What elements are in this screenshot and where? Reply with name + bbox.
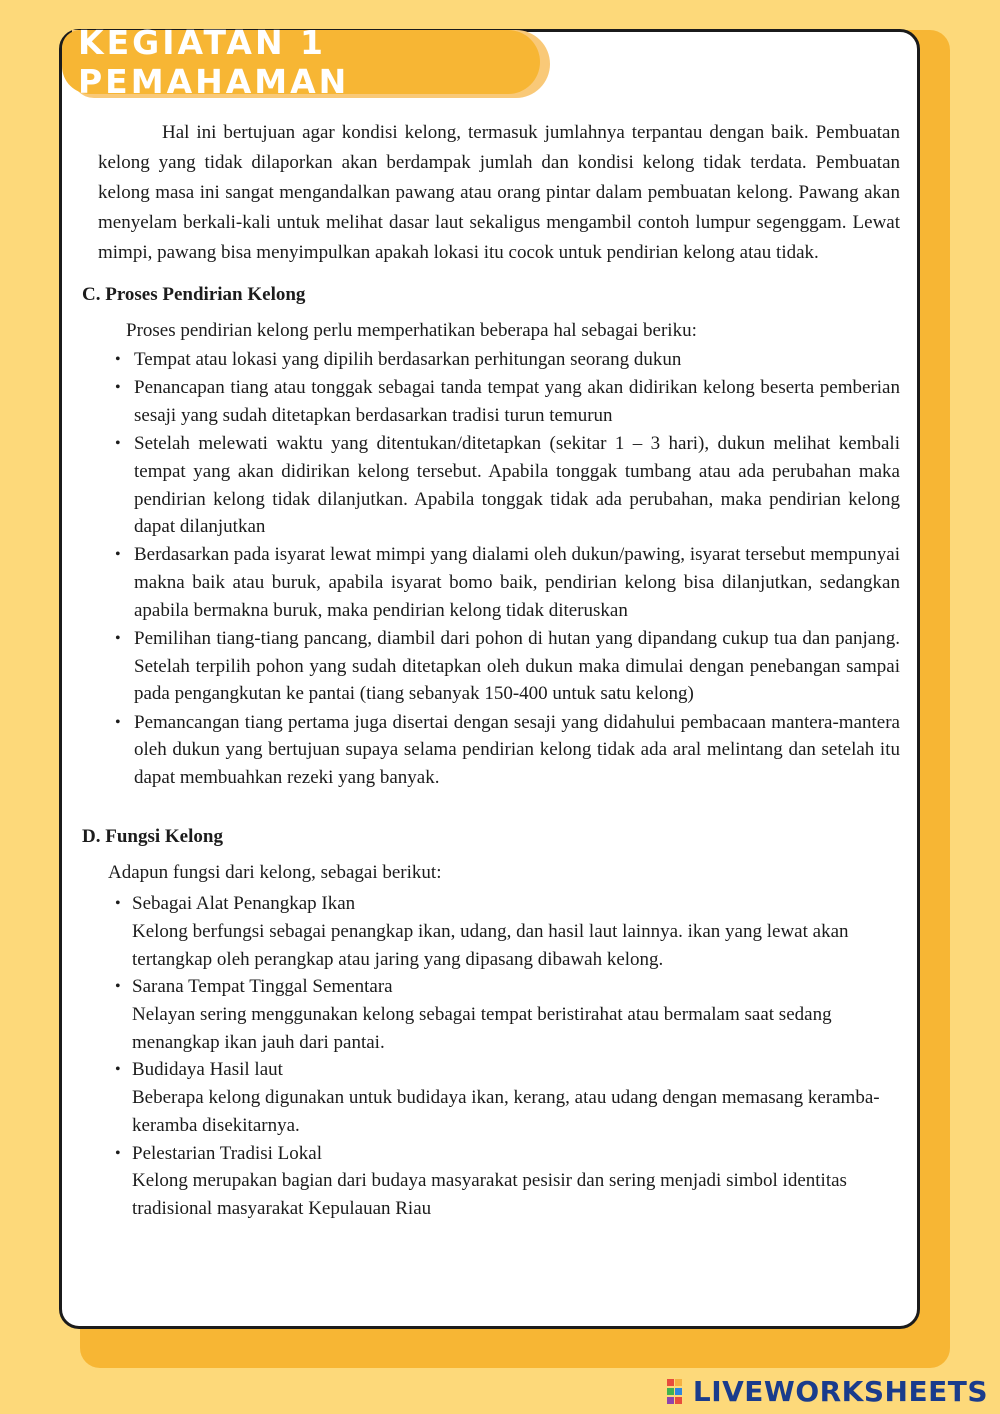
list-item xyxy=(82,973,900,1056)
bullet-icon: • xyxy=(115,435,121,453)
function-title: Sebagai Alat Penangkap Ikan xyxy=(132,893,356,915)
list-item-text: Tempat atau lokasi yang dipilih berdasarkan perhitungan seorang dukun xyxy=(134,349,682,370)
section-c-lead: Proses pendirian kelong perlu memperhatikan beberapa hal sebagai beriku: xyxy=(126,320,697,341)
bullet-icon: • xyxy=(115,1061,121,1079)
bullet-icon: • xyxy=(115,895,121,913)
bullet-icon: • xyxy=(115,1144,121,1162)
list-item xyxy=(82,1140,900,1223)
function-title: Sarana Tempat Tinggal Sementara xyxy=(132,976,393,998)
list-item xyxy=(82,1056,900,1139)
section-d-lead: Adapun fungsi dari kelong, sebagai berikut: xyxy=(108,862,442,884)
list-item-text: Penancapan tiang atau tonggak sebagai tanda tempat yang akan didirikan kelong beserta pemberian sesaji yang sudah ditetapkan berdasarkan tradisi turun temurun xyxy=(134,377,900,426)
function-description: Kelong merupakan bagian dari budaya masyarakat pesisir dan sering menjadi simbol identitas tradisional masyarakat Kepulauan Riau xyxy=(132,1170,847,1219)
section-c-list xyxy=(82,346,900,792)
bullet-icon: • xyxy=(115,630,121,648)
list-item xyxy=(82,430,900,541)
list-item-text: Setelah melewati waktu yang ditentukan/ditetapkan (sekitar 1 – 3 hari), dukun melihat kembali tempat yang akan didirikan kelong tersebut. Apabila tonggak tumbang atau ada perubahan maka pendirian kelong tidak dilanjutkan. Apabila tonggak tidak ada perubahan, maka pendirian kelong dapat dilanjutkan xyxy=(134,433,900,538)
section-d-heading: D. Fungsi Kelong xyxy=(82,826,223,848)
bullet-icon: • xyxy=(115,546,121,564)
list-item-text: Pemancangan tiang pertama juga disertai dengan sesaji yang didahului pembacaan mantera-mantera oleh dukun yang bertujuan supaya selama pendirian kelong tidak ada aral melintang dan setelah itu dapat membuahkan rezeki yang banyak. xyxy=(134,711,900,789)
function-description: Nelayan sering menggunakan kelong sebagai tempat beristirahat atau bermalam saat sedang menangkap ikan jauh dari pantai. xyxy=(132,1004,832,1053)
worksheet-content xyxy=(82,118,900,1223)
list-item xyxy=(82,890,900,973)
section-d-list xyxy=(82,890,900,1222)
list-item-text: Berdasarkan pada isyarat lewat mimpi yang dialami oleh dukun/pawing, isyarat tersebut mempunyai makna baik atau buruk, apabila isyarat bomo baik, pendirian kelong bisa dilanjutkan, sedangkan apabila bermakna buruk, maka pendirian kelong tidak diteruskan xyxy=(134,544,900,621)
bullet-icon: • xyxy=(115,351,121,368)
function-description: Kelong berfungsi sebagai penangkap ikan, udang, dan hasil laut lainnya. ikan yang lewat akan tertangkap oleh perangkap atau jaring yang dipasang dibawah kelong. xyxy=(132,920,849,970)
function-title: Pelestarian Tradisi Lokal xyxy=(132,1142,322,1164)
bullet-icon: • xyxy=(115,978,121,996)
bullet-icon: • xyxy=(115,379,121,397)
brand-text: LIVEWORKSHEETS xyxy=(692,1375,988,1408)
list-item xyxy=(82,346,900,374)
list-item xyxy=(82,709,900,792)
list-item xyxy=(82,625,900,708)
function-description: Beberapa kelong digunakan untuk budidaya ikan, kerang, atau udang dengan memasang keramba-keramba disekitarnya. xyxy=(132,1087,880,1136)
section-c-heading: C. Proses Pendirian Kelong xyxy=(82,284,306,305)
liveworksheets-logo-icon xyxy=(667,1379,689,1405)
function-title: Budidaya Hasil laut xyxy=(132,1059,283,1081)
page-title: KEGIATAN 1 PEMAHAMAN xyxy=(78,23,350,101)
bullet-icon: • xyxy=(115,713,121,731)
list-item xyxy=(82,541,900,624)
list-item-text: Pemilihan tiang-tiang pancang, diambil dari pohon di hutan yang dipandang cukup tua dan panjang. Setelah terpilih pohon yang sudah ditetapkan oleh dukun maka dimulai dengan penebangan sampai pada pengangkutan ke pantai (tiang sebanyak 150-400 untuk satu kelong) xyxy=(134,628,900,705)
intro-paragraph: Hal ini bertujuan agar kondisi kelong, termasuk jumlahnya terpantau dengan baik. Pembuatan kelong yang tidak dilaporkan akan berdampak jumlah dan kondisi kelong tidak terdata. Pembuatan kelong masa ini sangat mengandalkan pawang atau orang pintar dalam pembuatan kelong. Pawang akan menyelam berkali-kali untuk melihat dasar laut sekaligus mengambil contoh lumpur segenggam. Lewat mimpi, pawang bisa menyimpulkan apakah lokasi itu cocok untuk pendirian kelong atau tidak. xyxy=(98,122,900,263)
title-tab xyxy=(62,23,540,101)
list-item xyxy=(82,374,900,429)
liveworksheets-brand[interactable] xyxy=(667,1375,988,1408)
